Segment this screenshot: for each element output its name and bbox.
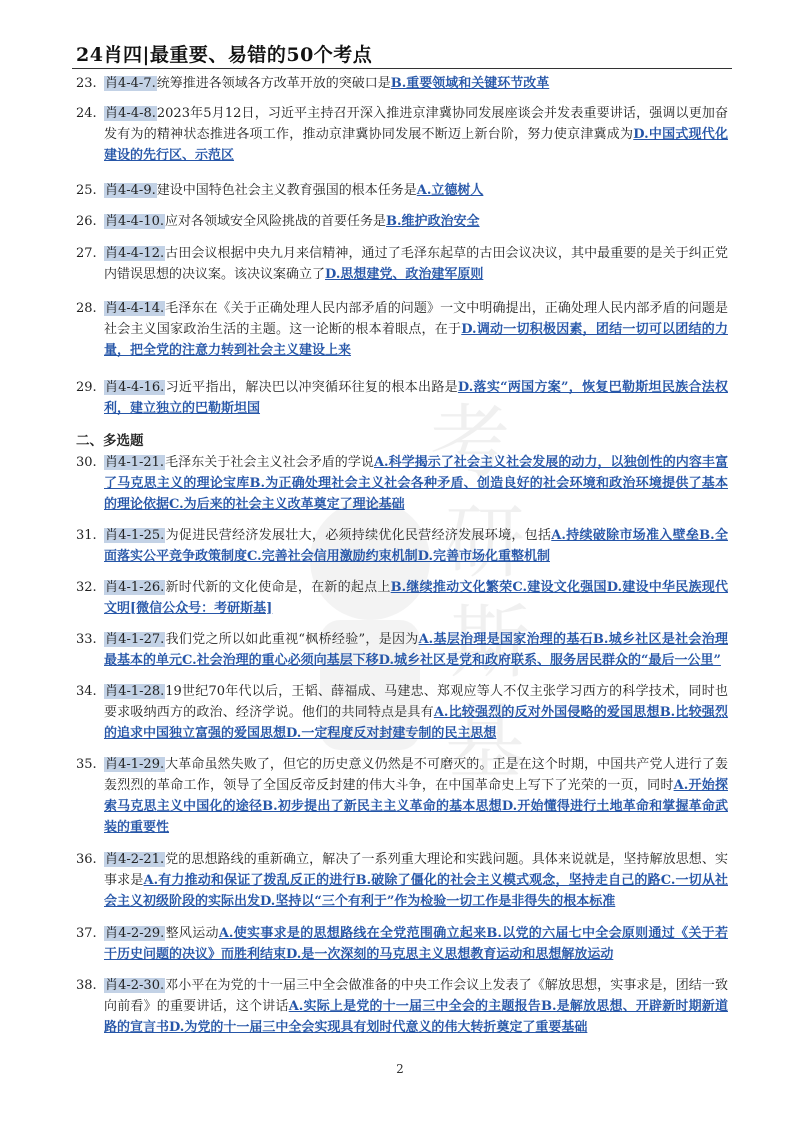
answer-link[interactable]: A.开始探索马克思主义中国化的途径B.初步提出了新民主主义革命的基本思想D.开始懂得进行土地革命和掌握革命武装的重要性 bbox=[104, 778, 728, 835]
question-code-highlight: 肖4-4-14. bbox=[105, 301, 165, 316]
answer-link[interactable]: D.中国式现代化建设的先行区、示范区 bbox=[104, 127, 728, 163]
question-stem: 邓小平在为党的十一届三中全会做准备的中央工作会议上发表了《解放思想，实事求是，团结一致向前看》的重要讲话，这个讲话 bbox=[104, 978, 728, 1014]
question-code-highlight: 肖4-4-9. bbox=[105, 183, 156, 198]
question-code-highlight: 肖4-1-29. bbox=[105, 757, 165, 772]
question-code-highlight: 肖4-4-10. bbox=[105, 214, 165, 229]
watermark-char-1: 考 bbox=[430, 396, 510, 489]
question-stem: 2023年5月12日，习近平主持召开深入推进京津冀协同发展座谈会并发表重要讲话，强调以更加奋发有为的精神状态推进各项工作，推动京津冀协同发展不断迈上新台阶，努力使京津冀成为 bbox=[104, 106, 728, 142]
question-number: 24. bbox=[76, 106, 97, 121]
question-body bbox=[104, 298, 728, 361]
question-stem: 整风运动 bbox=[165, 926, 219, 941]
question-item bbox=[76, 298, 728, 361]
question-body bbox=[104, 754, 728, 838]
page-header-title: 24肖四|最重要、易错的50个考点 bbox=[76, 44, 373, 66]
question-item bbox=[76, 73, 728, 94]
question-code-highlight: 肖4-4-8. bbox=[105, 106, 156, 121]
answer-link[interactable]: B.继续推动文化繁荣C.建设文化强国D.建设中华民族现代文明[微信公众号：考研斯基] bbox=[104, 580, 728, 616]
question-number: 28. bbox=[76, 301, 97, 316]
question-number: 32. bbox=[76, 580, 97, 595]
question-stem: 建设中国特色社会主义教育强国的根本任务是 bbox=[156, 183, 417, 198]
question-item bbox=[76, 180, 728, 201]
question-code-highlight: 肖4-2-29. bbox=[105, 926, 165, 941]
question-item bbox=[76, 849, 728, 912]
question-stem: 我们党之所以如此重视“枫桥经验”，是因为 bbox=[165, 632, 419, 647]
question-item bbox=[76, 525, 728, 567]
question-item bbox=[76, 211, 728, 232]
question-item bbox=[76, 577, 728, 619]
question-code-highlight: 肖4-4-12. bbox=[105, 246, 165, 261]
watermark-char-2: 研 bbox=[445, 496, 525, 589]
question-code-highlight: 肖4-2-21. bbox=[105, 852, 165, 867]
question-stem: 应对各领域安全风险挑战的首要任务是 bbox=[165, 214, 387, 229]
question-item bbox=[76, 629, 728, 671]
question-stem: 毛泽东关于社会主义社会矛盾的学说 bbox=[165, 455, 374, 470]
question-number: 30. bbox=[76, 455, 97, 470]
answer-link[interactable]: D.调动一切积极因素，团结一切可以团结的力量，把全党的注意力转到社会主义建设上来 bbox=[104, 322, 728, 358]
answer-link[interactable]: A.立德树人 bbox=[416, 183, 484, 198]
question-number: 36. bbox=[76, 852, 97, 867]
question-body bbox=[104, 849, 728, 912]
question-body bbox=[104, 577, 728, 619]
question-number: 37. bbox=[76, 926, 97, 941]
question-number: 29. bbox=[76, 380, 97, 395]
question-body bbox=[104, 243, 728, 285]
question-item bbox=[76, 103, 728, 166]
question-stem: 习近平指出，解决巴以冲突循环往复的根本出路是 bbox=[165, 380, 458, 395]
question-number: 26. bbox=[76, 214, 97, 229]
question-number: 33. bbox=[76, 632, 97, 647]
question-item bbox=[76, 377, 728, 419]
question-code-highlight: 肖4-1-25. bbox=[105, 528, 165, 543]
answer-link[interactable]: A.使实事求是的思想路线在全党范围确立起来B.以党的六届七中全会原则通过《关于若干历史问题的决议》而胜利结束D.是一次深刻的马克思主义思想教育运动和思想解放运动 bbox=[104, 926, 728, 962]
question-body bbox=[104, 211, 728, 232]
question-code-highlight: 肖4-1-27. bbox=[105, 632, 165, 647]
question-stem: 19世纪70年代以后，王韬、薛福成、马建忠、郑观应等人不仅主张学习西方的科学技术，同时也要求吸纳西方的政治、经济学说。他们的共同特点是具有 bbox=[104, 684, 728, 720]
answer-link[interactable]: B.重要领域和关键环节改革 bbox=[390, 76, 550, 91]
question-stem: 古田会议根据中央九月来信精神，通过了毛泽东起草的古田会议决议，其中最重要的是关于纠正党内错误思想的决议案。该决议案确立了 bbox=[104, 246, 728, 282]
question-item bbox=[76, 452, 728, 515]
answer-link[interactable]: D.思想建党、政治建军原则 bbox=[325, 267, 484, 282]
answer-link[interactable]: A.实际上是党的十一届三中全会的主题报告B.是解放思想、开辟新时期新道路的宣言书D.为党的十一届三中全会实现具有划时代意义的伟大转折奠定了重要基础 bbox=[104, 999, 728, 1035]
question-item bbox=[76, 923, 728, 965]
question-body bbox=[104, 452, 728, 515]
single-choice-list bbox=[76, 73, 728, 419]
question-list bbox=[76, 73, 728, 1038]
answer-link[interactable]: A.科学揭示了社会主义社会发展的动力，以独创性的内容丰富了马克思主义的理论宝库B.为正确处理社会主义社会各种矛盾、创造良好的社会环境和政治环境提供了基本的理论依据C.为后来的社会主义改革奠定了理论基础 bbox=[104, 455, 728, 512]
question-stem: 新时代新的文化使命是，在新的起点上 bbox=[165, 580, 391, 595]
question-number: 23. bbox=[76, 76, 97, 91]
question-item bbox=[76, 681, 728, 744]
question-code-highlight: 肖4-1-26. bbox=[105, 580, 165, 595]
question-number: 27. bbox=[76, 246, 97, 261]
question-body bbox=[104, 681, 728, 744]
answer-link[interactable]: B.维护政治安全 bbox=[386, 214, 480, 229]
question-body bbox=[104, 103, 728, 166]
watermark-char-3: 斯 bbox=[450, 596, 530, 689]
question-item bbox=[76, 754, 728, 838]
question-body bbox=[104, 975, 728, 1038]
answer-link[interactable]: A.持续破除市场准入壁垒B.全面落实公平竞争政策制度C.完善社会信用激励约束机制D.完善市场化重整机制 bbox=[104, 528, 728, 564]
watermark-char-4: 基 bbox=[445, 696, 525, 789]
question-code-highlight: 肖4-2-30. bbox=[105, 978, 165, 993]
question-body bbox=[104, 629, 728, 671]
question-code-highlight: 肖4-4-7. bbox=[105, 76, 156, 91]
question-body bbox=[104, 180, 728, 201]
header-divider bbox=[72, 68, 732, 69]
question-stem: 毛泽东在《关于正确处理人民内部矛盾的问题》一文中明确提出，正确处理人民内部矛盾的问题是社会主义国家政治生活的主题。这一论断的根本着眼点，在于 bbox=[104, 301, 728, 337]
answer-link[interactable]: A.比较强烈的反对外国侵略的爱国思想B.比较强烈的追求中国独立富强的爱国思想D.一定程度反对封建专制的民主思想 bbox=[104, 705, 728, 741]
question-code-highlight: 肖4-1-28. bbox=[105, 684, 165, 699]
question-stem: 统筹推进各领域各方改革开放的突破口是 bbox=[156, 76, 391, 91]
question-item bbox=[76, 975, 728, 1038]
question-body bbox=[104, 377, 728, 419]
answer-link[interactable]: D.落实“两国方案”，恢复巴勒斯坦民族合法权利，建立独立的巴勒斯坦国 bbox=[104, 380, 728, 416]
question-number: 35. bbox=[76, 757, 97, 772]
answer-link[interactable]: A.有力推动和保证了拨乱反正的进行B.破除了僵化的社会主义模式观念，坚持走自己的路C.一切从社会主义初级阶段的实际出发D.坚持以“三个有利于”作为检验一切工作是非得失的根本标准 bbox=[104, 873, 728, 909]
question-body bbox=[104, 525, 728, 567]
question-body bbox=[104, 73, 728, 94]
answer-link[interactable]: A.基层治理是国家治理的基石B.城乡社区是社会治理最基本的单元C.社会治理的重心必须向基层下移D.城乡社区是党和政府联系、服务居民群众的“最后一公里” bbox=[104, 632, 728, 668]
question-stem: 大革命虽然失败了，但它的历史意义仍然是不可磨灭的。正是在这个时期，中国共产党人进行了轰轰烈烈的革命工作，领导了全国反帝反封建的伟大斗争，在中国革命史上写下了光荣的一页，同时 bbox=[104, 757, 728, 793]
question-stem: 党的思想路线的重新确立，解决了一系列重大理论和实践问题。具体来说就是，坚持解放思想、实事求是 bbox=[104, 852, 728, 888]
question-code-highlight: 肖4-1-21. bbox=[105, 455, 165, 470]
question-number: 31. bbox=[76, 528, 97, 543]
question-body bbox=[104, 923, 728, 965]
question-item bbox=[76, 243, 728, 285]
question-stem: 为促进民营经济发展壮大，必须持续优化民营经济发展环境，包括 bbox=[165, 528, 552, 543]
question-code-highlight: 肖4-4-16. bbox=[105, 380, 165, 395]
question-number: 25. bbox=[76, 183, 97, 198]
question-number: 34. bbox=[76, 684, 97, 699]
section-title-multiple-choice: 二、多选题 bbox=[76, 433, 144, 449]
page-number: 2 bbox=[396, 1062, 404, 1076]
question-number: 38. bbox=[76, 978, 97, 993]
multiple-choice-list bbox=[76, 452, 728, 1038]
